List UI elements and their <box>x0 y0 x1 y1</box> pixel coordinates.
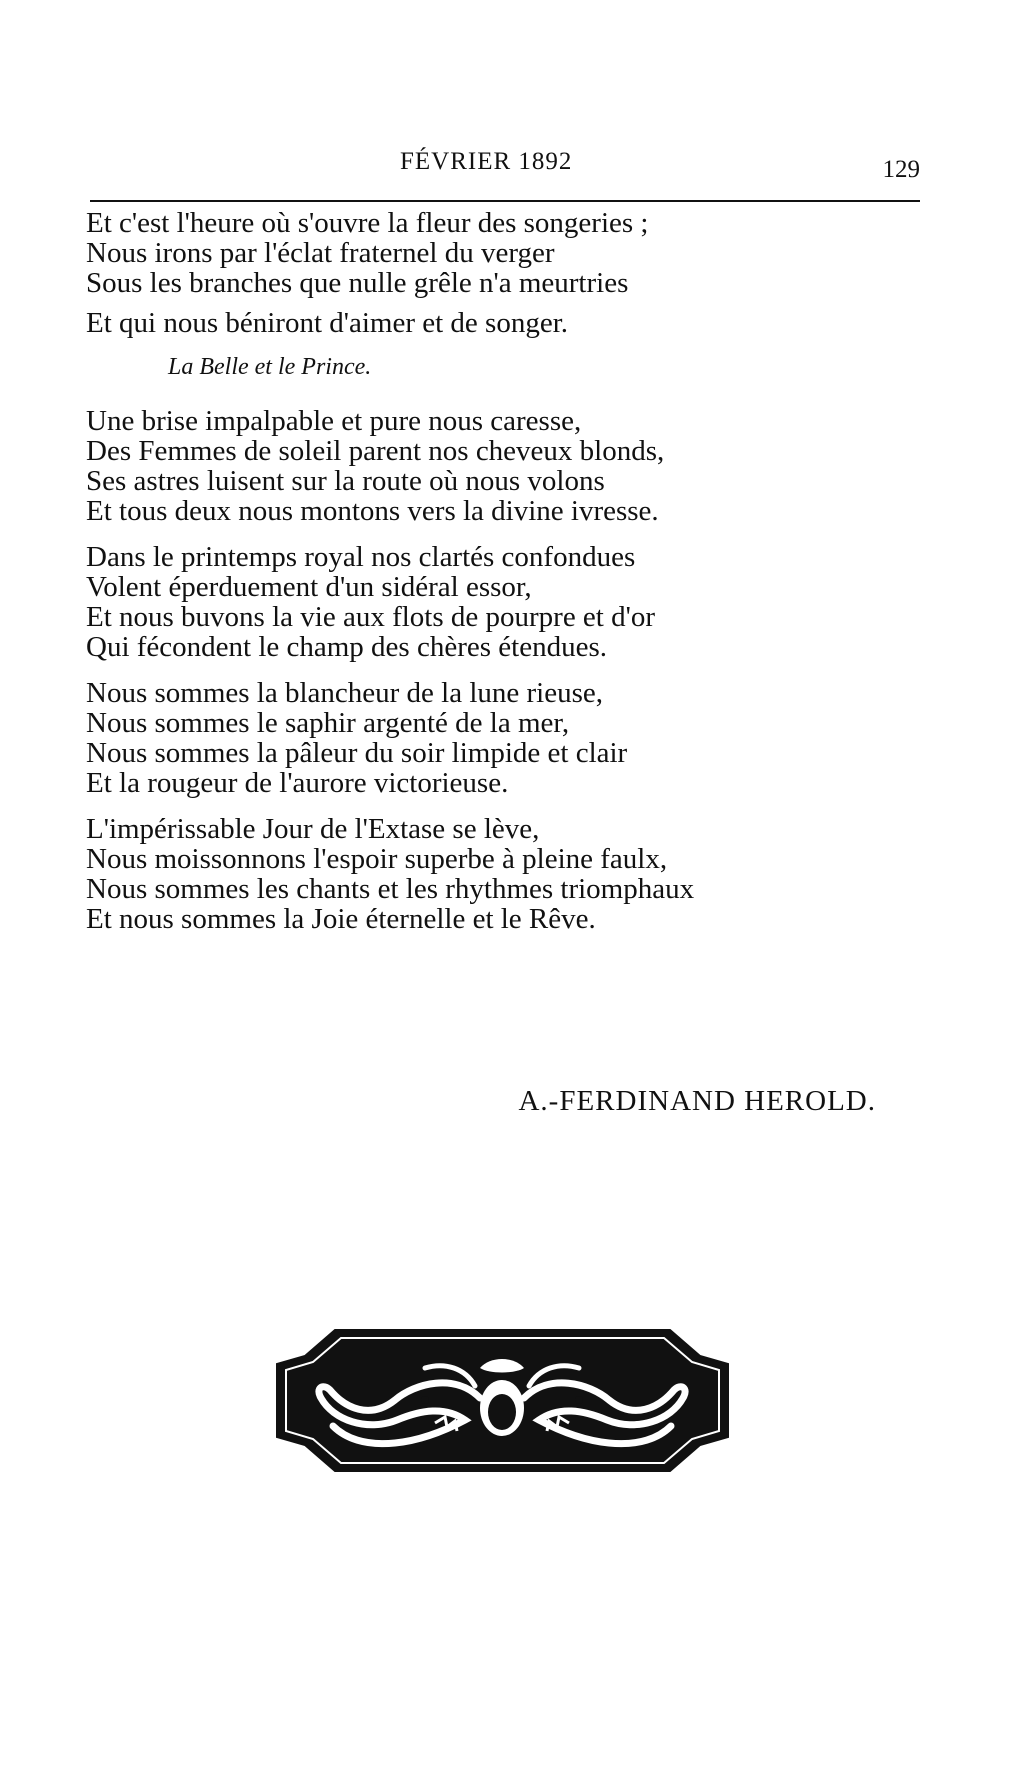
verse-line: Des Femmes de soleil parent nos cheveux blonds, <box>86 435 665 467</box>
verse-line: Nous sommes le saphir argenté de la mer, <box>86 707 570 739</box>
verse-line: Nous sommes la pâleur du soir limpide et clair <box>86 737 628 769</box>
verse-line: Et qui nous béniront d'aimer et de songer. <box>86 307 569 339</box>
stanza <box>86 814 966 934</box>
header-rule <box>90 200 920 202</box>
verse-line: Et c'est l'heure où s'ouvre la fleur des songeries ; <box>86 207 649 239</box>
verse-line: Nous sommes les chants et les rhythmes triomphaux <box>86 873 695 905</box>
poem-subtitle: La Belle et le Prince. <box>168 354 372 380</box>
verse-line: Nous sommes la blancheur de la lune rieuse, <box>86 677 604 709</box>
stanza <box>86 678 966 798</box>
verse-line: Sous les branches que nulle grêle n'a meurtries <box>86 267 629 299</box>
poem-body <box>86 208 966 950</box>
verse-line: L'impérissable Jour de l'Extase se lève, <box>86 813 540 845</box>
verse-line: Et nous sommes la Joie éternelle et le Rêve. <box>86 903 596 935</box>
verse-line: Nous irons par l'éclat fraternel du verger <box>86 237 555 269</box>
stanza <box>86 406 966 526</box>
verse-line: Et la rougeur de l'aurore victorieuse. <box>86 767 509 799</box>
verse-line: Dans le printemps royal nos clartés confondues <box>86 541 636 573</box>
tailpiece-ornament <box>275 1328 730 1473</box>
author-signature: A.-FERDINAND HEROLD. <box>518 1085 876 1117</box>
verse-line: Volent éperduement d'un sidéral essor, <box>86 571 532 603</box>
stanza <box>86 542 966 662</box>
verse-line: Une brise impalpable et pure nous caresse, <box>86 405 582 437</box>
verse-line: Et tous deux nous montons vers la divine ivresse. <box>86 495 659 527</box>
verse-line: Qui fécondent le champ des chères étendues. <box>86 631 607 663</box>
stanza <box>86 308 966 338</box>
verse-line: Ses astres luisent sur la route où nous volons <box>86 465 605 497</box>
verse-line: Nous moissonnons l'espoir superbe à pleine faulx, <box>86 843 668 875</box>
page-number: 129 <box>882 156 920 183</box>
verse-line: Et nous buvons la vie aux flots de pourpre et d'or <box>86 601 655 633</box>
running-title: FÉVRIER 1892 <box>400 148 573 175</box>
stanza <box>86 208 966 298</box>
running-head <box>90 142 920 182</box>
